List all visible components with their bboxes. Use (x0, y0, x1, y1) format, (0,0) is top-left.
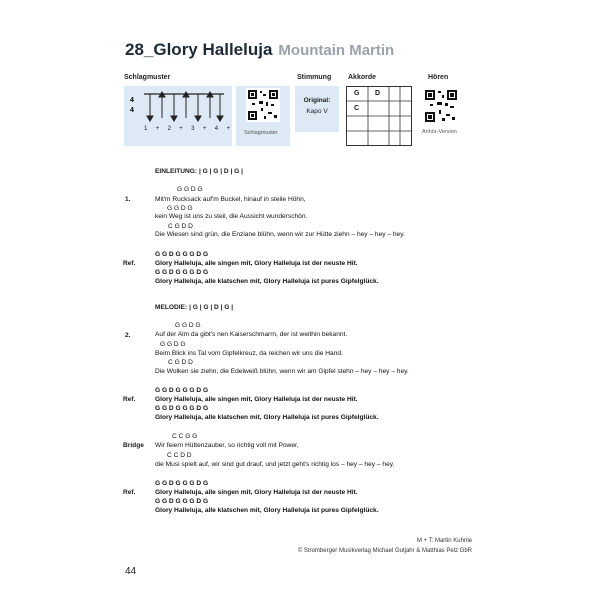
lyric-line: Die Wolken sie ziehn, die Edelweiß blühn, wenn wir am Gipfel stehn – hey – hey – hey. (155, 368, 409, 375)
beat-count: 2 (167, 126, 171, 132)
refrain3-label: Ref. (123, 489, 136, 496)
beat-count: + (202, 126, 207, 132)
lyric-line: Wir feiern Hüttenzauber, so richtig voll mit Power, (155, 442, 299, 449)
lyric-line: kein Weg ist uns zu steil, die Aussicht wunderschön. (155, 213, 308, 220)
chord-line: G G D G G G D G (155, 480, 209, 487)
refrain1-label: Ref. (123, 260, 136, 267)
qr-code-icon[interactable] (246, 88, 280, 122)
beat-count: + (155, 126, 160, 132)
strumming-arrows-icon (124, 86, 232, 146)
tuning-box (295, 86, 339, 132)
lyric-line: Mit'm Rucksack auf'm Buckel, hinauf in steile Höhn, (155, 196, 306, 203)
credit-line: M + T: Martin Kuhnle (416, 538, 472, 544)
chord-line: G G D G G G D G (155, 498, 209, 505)
chord-line: G G D G (167, 205, 193, 212)
chord-line: G G D G G G D G (155, 269, 209, 276)
lyric-line: Glory Halleluja, alle klatschen mit, Glory Halleluja ist pures Gipfelglück. (155, 507, 379, 514)
hoeren-label: Hören (428, 74, 449, 81)
chord-cell: D (375, 90, 381, 97)
akkorde-label: Akkorde (348, 74, 377, 81)
chord-line: C C D D (167, 452, 192, 459)
chord-line: G G D G G G D G (155, 251, 209, 258)
qr-code-icon[interactable] (423, 88, 459, 124)
lyric-line: Glory Halleluja, alle klatschen mit, Glory Halleluja ist pures Gipfelglück. (155, 414, 379, 421)
chord-line: C C G G (172, 433, 198, 440)
chord-line: G G D G (175, 322, 201, 329)
lyric-line: Glory Halleluja, alle singen mit, Glory Halleluja ist der neuste Hit. (155, 260, 358, 267)
lyric-line: Auf der Alm da gibt's nen Kaiserschmarrn, der ist weithin bekannt. (155, 331, 348, 338)
verse1-label: 1. (125, 196, 131, 203)
chord-line: G G D G (160, 341, 186, 348)
beat-count: 1 (144, 126, 148, 132)
time-sig-top: 4 (130, 97, 134, 104)
song-title (125, 40, 394, 60)
capo-value: Kapo V (306, 108, 328, 115)
bridge-label: Bridge (123, 442, 144, 449)
strumming-pattern (124, 86, 232, 146)
lyric-line: Glory Halleluja, alle singen mit, Glory Halleluja ist der neuste Hit. (155, 396, 358, 403)
beat-count: + (226, 126, 230, 132)
copyright-line: © Stromberger Musikverlag Michael Gutjahr & Matthias Pelz GbR (297, 548, 472, 554)
chord-line: C G D D (168, 359, 193, 366)
stimmung-label: Stimmung (297, 74, 332, 81)
chord-grid (346, 86, 412, 146)
melody-line: MELODIE: | G | G | D | G | (155, 304, 234, 311)
title-text: 28_Glory Halleluja (125, 40, 273, 59)
beat-count: 4 (214, 126, 219, 132)
chord-cell: C (354, 105, 360, 112)
qr2-caption: Anhör-Version (422, 129, 457, 135)
beat-count: 3 (191, 126, 195, 132)
refrain2-label: Ref. (123, 396, 136, 403)
lyric-line: die Musi spielt auf, wir sind gut drauf, und jetzt geht's richtig los – hey – hey – hey. (155, 461, 395, 468)
original-label: Original: (303, 97, 331, 104)
beat-counts (144, 126, 230, 132)
chord-line: C G D D (168, 223, 193, 230)
chord-cell: G (354, 90, 360, 97)
lyric-line: Glory Halleluja, alle singen mit, Glory Halleluja ist der neuste Hit. (155, 489, 358, 496)
artist-name: Mountain Martin (278, 42, 395, 59)
chord-line: G G D G G G D G (155, 405, 209, 412)
chord-line: G G D G (177, 186, 203, 193)
lyric-line: Die Wiesen sind grün, die Enziane blühn, wenn wir zur Hütte ziehn – hey – hey – hey. (155, 231, 405, 238)
qr-anhoer-box (418, 86, 472, 146)
lyric-line: Beim Blick ins Tal vom Gipfelkreuz, da reichen wir uns die Hand. (155, 350, 343, 357)
lyric-line: Glory Halleluja, alle klatschen mit, Glory Halleluja ist pures Gipfelglück. (155, 278, 379, 285)
beat-count: + (179, 126, 183, 132)
chord-line: G G D G G G D G (155, 387, 209, 394)
qr-schlagmuster-box (236, 86, 290, 146)
time-sig-bottom: 4 (130, 107, 134, 114)
page-number: 44 (125, 566, 137, 577)
qr1-caption: Schlagmuster (244, 130, 278, 136)
schlagmuster-label: Schlagmuster (124, 74, 171, 81)
verse2-label: 2. (125, 332, 131, 339)
intro-line: EINLEITUNG: | G | G | D | G | (155, 168, 243, 175)
